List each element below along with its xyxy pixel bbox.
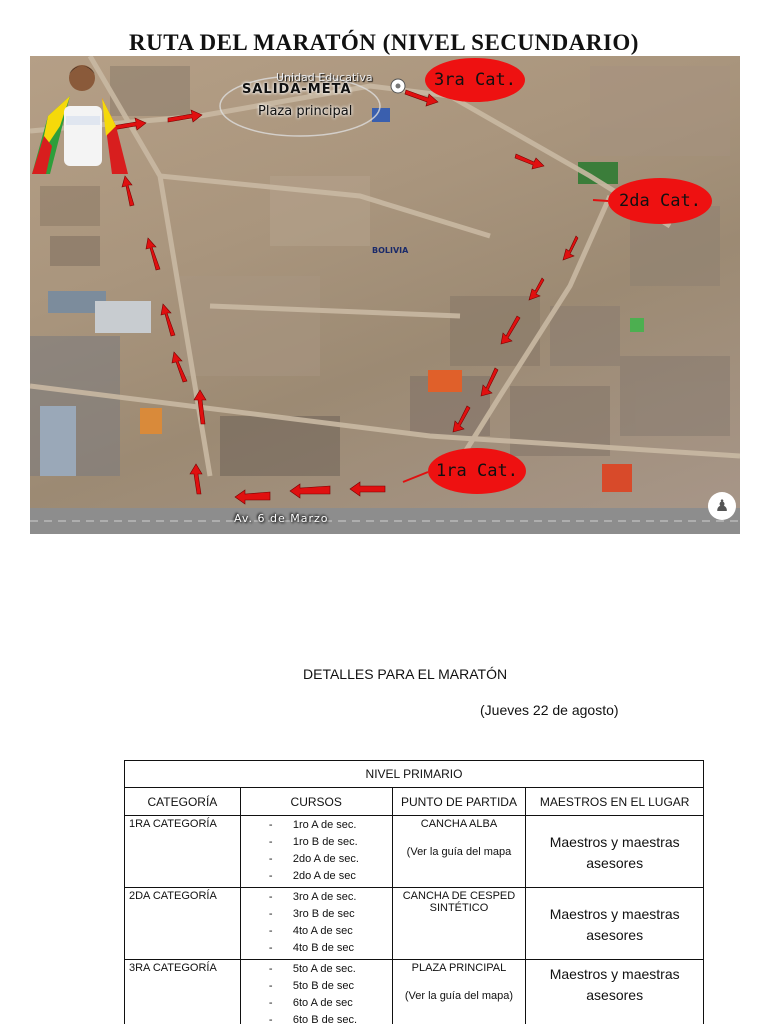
- start-note: (Ver la guía del mapa): [404, 990, 514, 1002]
- start-point: CANCHA DE CESPED SINTÉTICO: [402, 890, 516, 914]
- cat3-marker: 3ra Cat.: [425, 58, 525, 102]
- teachers-text: Maestros y maestras asesores: [549, 966, 680, 1003]
- plaza-label: Plaza principal: [258, 104, 353, 119]
- course-item: - 3ro B de sec: [269, 906, 392, 923]
- start-point: PLAZA PRINCIPAL: [411, 962, 507, 974]
- start-note: (Ver la guía del mapa: [406, 846, 512, 858]
- header-teachers: MAESTROS EN EL LUGAR: [526, 788, 704, 816]
- avenue-label: Av. 6 de Marzo: [234, 512, 329, 525]
- header-start: PUNTO DE PARTIDA: [392, 788, 526, 816]
- row-teachers: [526, 816, 704, 888]
- table-row: [125, 960, 704, 1024]
- row-category: 3RA CATEGORÍA: [125, 960, 241, 1024]
- row-teachers: [526, 888, 704, 960]
- row-courses: [240, 816, 392, 888]
- course-item: - 1ro B de sec.: [269, 834, 392, 851]
- course-item: - 3ro A de sec.: [269, 889, 392, 906]
- cat1-marker: 1ra Cat.: [428, 448, 526, 494]
- page-title: RUTA DEL MARATÓN (NIVEL SECUNDARIO): [129, 30, 639, 55]
- course-item: - 5to A de sec.: [269, 961, 392, 978]
- row-teachers: [526, 960, 704, 1024]
- cat2-marker: 2da Cat.: [608, 178, 712, 224]
- header-category: CATEGORÍA: [125, 788, 241, 816]
- row-category: 2DA CATEGORÍA: [125, 888, 241, 960]
- teachers-text: Maestros y maestras asesores: [549, 906, 680, 943]
- map-background: [30, 56, 740, 534]
- table-row: [125, 816, 704, 888]
- runner-image: [30, 56, 130, 176]
- route-map: [30, 56, 740, 534]
- course-item: - 4to A de sec: [269, 923, 392, 940]
- row-start: [392, 888, 526, 960]
- row-courses: [240, 960, 392, 1024]
- school-label: Unidad Educativa: [276, 71, 373, 84]
- course-item: - 2do A de sec: [269, 868, 392, 885]
- start-point: CANCHA ALBA: [420, 818, 498, 830]
- course-item: - 6to A de sec: [269, 995, 392, 1012]
- details-date: (Jueves 22 de agosto): [480, 702, 619, 718]
- runner-shirt-text: BOLIVIA: [372, 246, 409, 255]
- course-item: - 2do A de sec.: [269, 851, 392, 868]
- details-table: [124, 760, 704, 1024]
- row-start: [392, 960, 526, 1024]
- course-item: - 1ro A de sec.: [269, 817, 392, 834]
- course-item: - 5to B de sec: [269, 978, 392, 995]
- course-item: - 6to B de sec.: [269, 1012, 392, 1024]
- start-finish-label: SALIDA-META: [242, 82, 352, 97]
- row-courses: [240, 888, 392, 960]
- row-start: [392, 816, 526, 888]
- pegman-icon[interactable]: ♟: [708, 492, 736, 520]
- table-level-header: NIVEL PRIMARIO: [125, 761, 704, 788]
- details-title: DETALLES PARA EL MARATÓN: [303, 666, 508, 682]
- header-courses: CURSOS: [240, 788, 392, 816]
- table-row: [125, 888, 704, 960]
- course-item: - 4to B de sec: [269, 940, 392, 957]
- teachers-text: Maestros y maestras asesores: [549, 834, 680, 871]
- row-category: 1RA CATEGORÍA: [125, 816, 241, 888]
